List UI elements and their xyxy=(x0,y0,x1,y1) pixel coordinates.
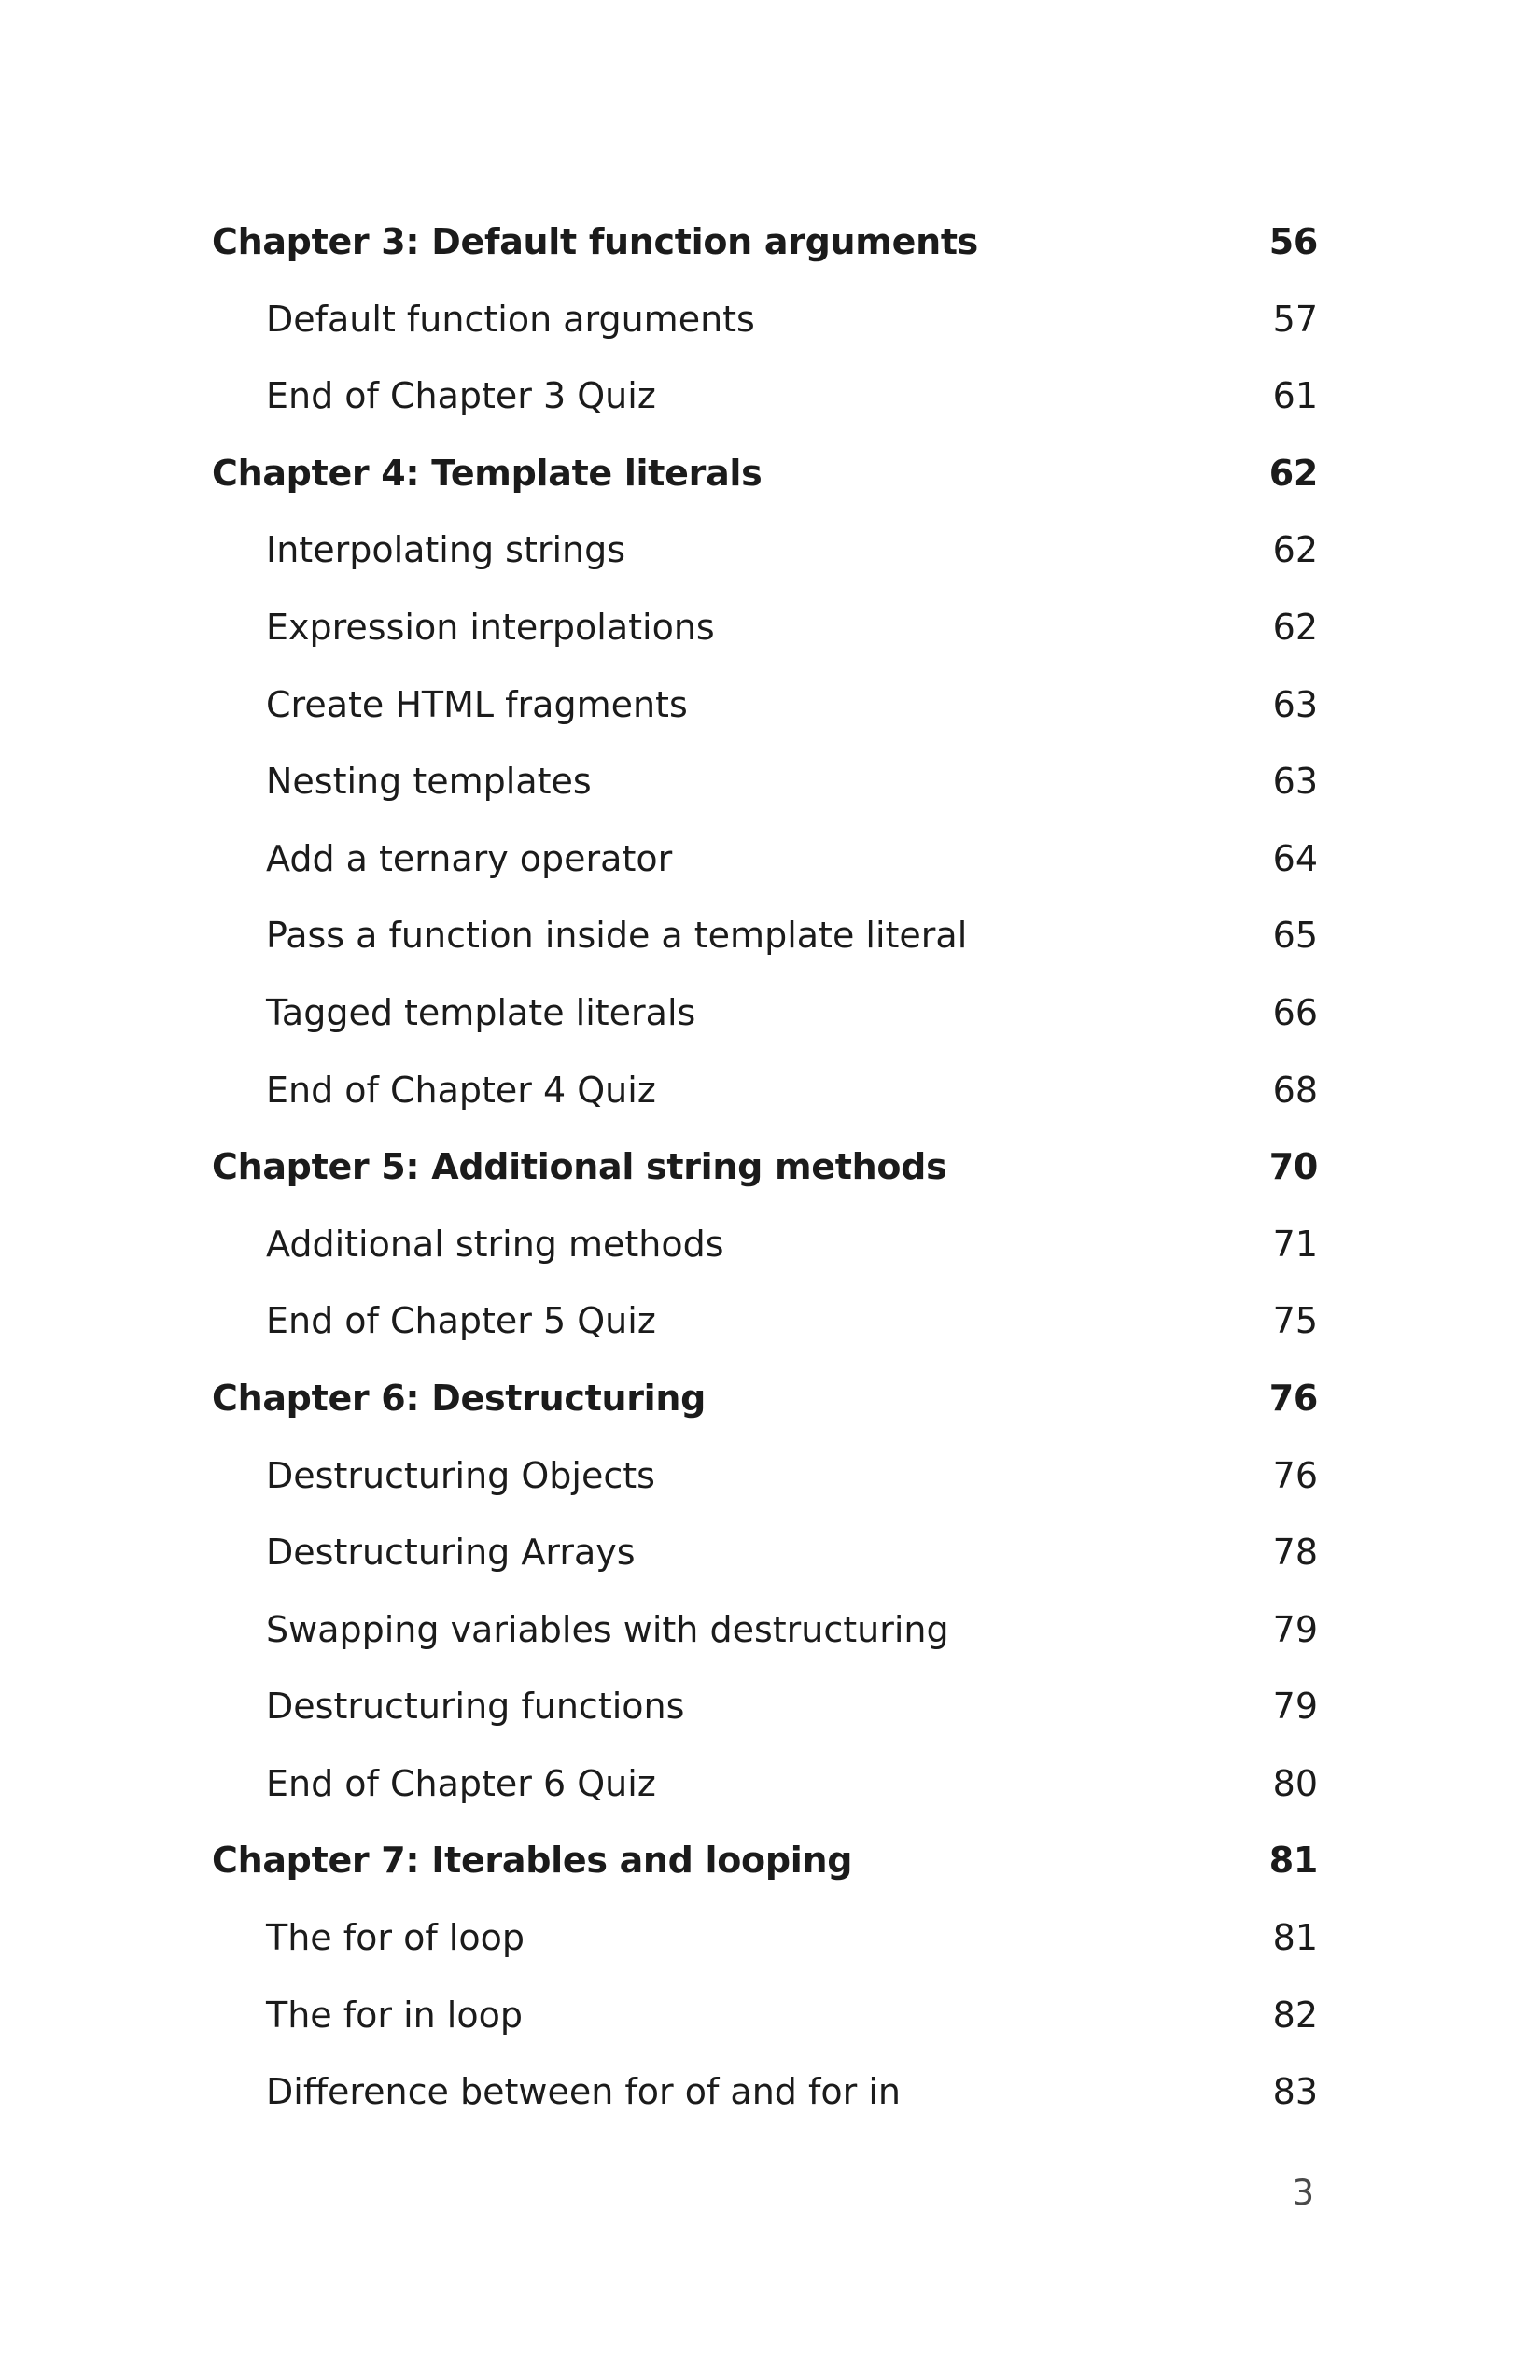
toc-entry-title: Difference between for of and for in xyxy=(266,2071,901,2113)
toc-entry-page: 75 xyxy=(1272,1300,1318,1342)
toc-entry-title: End of Chapter 5 Quiz xyxy=(266,1300,656,1342)
toc-entry-page: 66 xyxy=(1272,991,1318,1033)
toc-entry-title: Chapter 7: Iterables and looping xyxy=(212,1840,853,1882)
toc-entry-title: Destructuring functions xyxy=(266,1686,685,1728)
toc-section-entry[interactable] xyxy=(212,1437,1318,1515)
toc-entry-title: Nesting templates xyxy=(266,761,592,803)
toc-section-entry[interactable] xyxy=(212,511,1318,589)
toc-entry-page: 80 xyxy=(1272,1762,1318,1804)
toc-section-entry[interactable] xyxy=(212,1052,1318,1129)
toc-entry-page: 76 xyxy=(1268,1377,1318,1419)
toc-chapter-entry[interactable] xyxy=(212,1822,1318,1899)
toc-entry-title: Add a ternary operator xyxy=(266,837,673,879)
toc-section-entry[interactable] xyxy=(212,1745,1318,1823)
toc-entry-page: 62 xyxy=(1272,529,1318,571)
toc-entry-title: End of Chapter 3 Quiz xyxy=(266,375,656,417)
toc-entry-title: Expression interpolations xyxy=(266,606,715,648)
toc-entry-page: 71 xyxy=(1272,1223,1318,1265)
toc-entry-title: Tagged template literals xyxy=(266,991,696,1033)
toc-section-entry[interactable] xyxy=(212,2053,1318,2131)
toc-section-entry[interactable] xyxy=(212,1668,1318,1745)
toc-entry-page: 63 xyxy=(1272,683,1318,725)
toc-entry-page: 61 xyxy=(1272,375,1318,417)
toc-entry-title: Default function arguments xyxy=(266,298,755,340)
toc-section-entry[interactable] xyxy=(212,1977,1318,2054)
toc-entry-page: 62 xyxy=(1268,452,1318,494)
toc-entry-page: 81 xyxy=(1268,1840,1318,1882)
toc-entry-title: Destructuring Objects xyxy=(266,1454,655,1496)
toc-section-entry[interactable] xyxy=(212,589,1318,666)
toc-entry-title: End of Chapter 6 Quiz xyxy=(266,1762,656,1804)
toc-entry-page: 56 xyxy=(1268,221,1318,262)
toc-entry-title: End of Chapter 4 Quiz xyxy=(266,1069,656,1111)
toc-section-entry[interactable] xyxy=(212,281,1318,358)
toc-entry-page: 83 xyxy=(1272,2071,1318,2113)
toc-entry-title: Chapter 3: Default function arguments xyxy=(212,221,979,262)
toc-entry-title: Chapter 5: Additional string methods xyxy=(212,1146,947,1188)
toc-section-entry[interactable] xyxy=(212,897,1318,974)
toc-section-entry[interactable] xyxy=(212,743,1318,820)
toc-section-entry[interactable] xyxy=(212,1514,1318,1591)
toc-chapter-entry[interactable] xyxy=(212,1128,1318,1206)
toc-entry-page: 64 xyxy=(1272,837,1318,879)
toc-entry-title: Additional string methods xyxy=(266,1223,724,1265)
toc-entry-page: 63 xyxy=(1272,761,1318,803)
toc-section-entry[interactable] xyxy=(212,1899,1318,1977)
toc-entry-title: Chapter 6: Destructuring xyxy=(212,1377,707,1419)
toc-entry-page: 78 xyxy=(1272,1532,1318,1574)
toc-entry-title: Swapping variables with destructuring xyxy=(266,1608,949,1650)
toc-entry-page: 79 xyxy=(1272,1686,1318,1728)
toc-chapter-entry[interactable] xyxy=(212,1360,1318,1437)
toc-section-entry[interactable] xyxy=(212,357,1318,435)
toc-section-entry[interactable] xyxy=(212,666,1318,744)
toc-section-entry[interactable] xyxy=(212,1282,1318,1360)
toc-entry-page: 65 xyxy=(1272,915,1318,957)
toc-entry-title: The for of loop xyxy=(266,1917,525,1959)
toc-entry-page: 57 xyxy=(1272,298,1318,340)
toc-entry-title: Interpolating strings xyxy=(266,529,626,571)
toc-chapter-entry[interactable] xyxy=(212,203,1318,281)
toc-section-entry[interactable] xyxy=(212,974,1318,1052)
toc-chapter-entry[interactable] xyxy=(212,435,1318,512)
toc-entry-page: 82 xyxy=(1272,1994,1318,2036)
toc-entry-title: The for in loop xyxy=(266,1994,523,2036)
table-of-contents xyxy=(212,203,1318,2131)
toc-entry-page: 79 xyxy=(1272,1608,1318,1650)
toc-entry-title: Chapter 4: Template literals xyxy=(212,452,763,494)
toc-entry-title: Destructuring Arrays xyxy=(266,1532,636,1574)
toc-section-entry[interactable] xyxy=(212,1591,1318,1669)
toc-entry-page: 70 xyxy=(1268,1146,1318,1188)
page-number: 3 xyxy=(1292,2173,1314,2213)
toc-entry-title: Create HTML fragments xyxy=(266,683,688,725)
toc-entry-page: 76 xyxy=(1272,1454,1318,1496)
toc-entry-page: 81 xyxy=(1272,1917,1318,1959)
toc-section-entry[interactable] xyxy=(212,1206,1318,1283)
toc-entry-page: 62 xyxy=(1272,606,1318,648)
toc-entry-title: Pass a function inside a template literal xyxy=(266,915,968,957)
toc-entry-page: 68 xyxy=(1272,1069,1318,1111)
toc-section-entry[interactable] xyxy=(212,820,1318,898)
